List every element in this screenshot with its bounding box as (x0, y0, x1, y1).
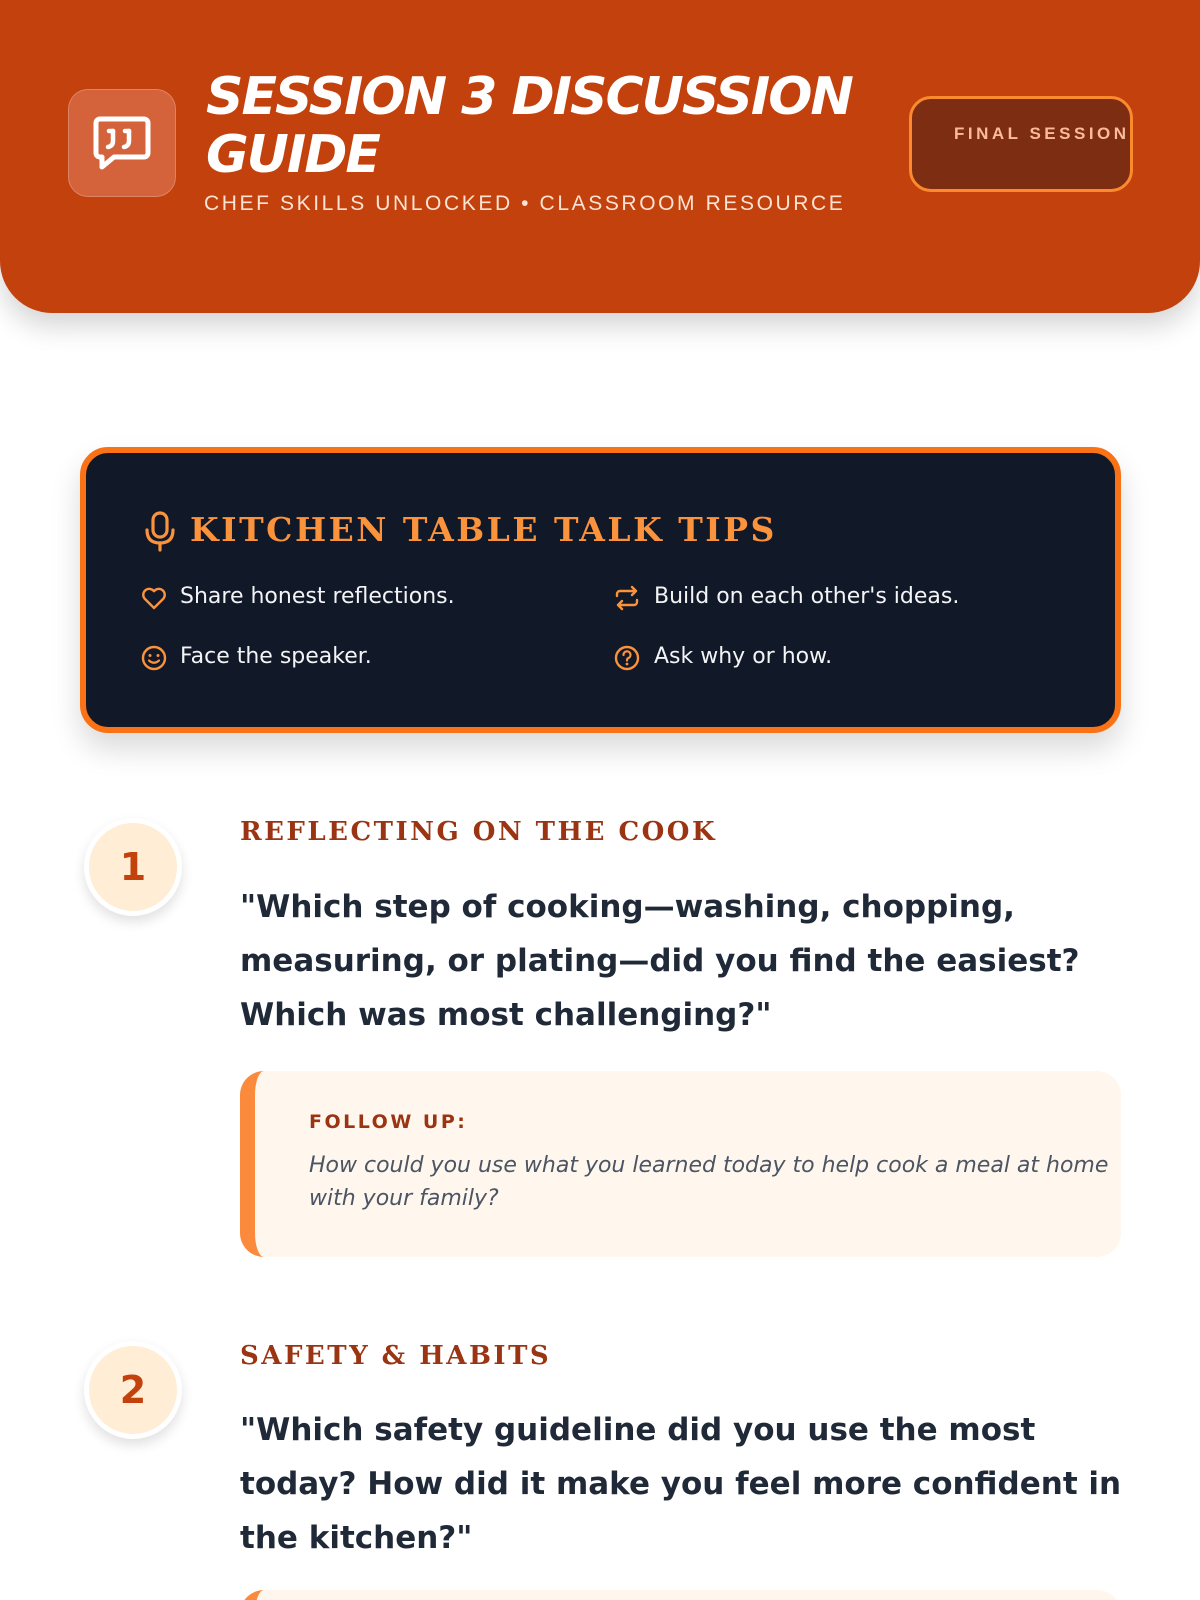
heart-icon (140, 584, 168, 612)
followup-box (240, 1590, 1121, 1600)
page-subtitle: CHEF SKILLS UNLOCKED • CLASSROOM RESOURCE (204, 192, 846, 215)
question-1-text: "Which step of cooking—washing, chopping, measuring, or plating—did you find the easiest? Which was most challenging?" (240, 889, 1080, 1033)
page-title: SESSION 3 DISCUSSION GUIDE (206, 67, 852, 185)
smiley-icon (140, 644, 168, 672)
quote-bubble-icon (90, 111, 154, 175)
followup-box (240, 1071, 1121, 1257)
microphone-icon (142, 510, 178, 552)
followup-text: How could you use what you learned today to help cook a meal at home with your family? (309, 1153, 1109, 1211)
tips-title: KITCHEN TABLE TALK TIPS (190, 510, 777, 549)
final-session-badge: FINAL SESSION (909, 96, 1133, 192)
question-number-1: 1 (84, 818, 182, 916)
logo-badge (68, 89, 176, 197)
question-2-text: "Which safety guideline did you use the most today? How did it make you feel more confident in the kitchen?" (240, 1412, 1122, 1556)
tip-item: Ask why or how. (654, 644, 833, 669)
followup-label: FOLLOW UP: (309, 1111, 468, 1133)
question-number-2: 2 (84, 1341, 182, 1439)
repeat-arrows-icon (613, 584, 641, 612)
question-circle-icon (613, 644, 641, 672)
tip-item: Face the speaker. (180, 644, 372, 669)
question-1-label: REFLECTING ON THE COOK (240, 817, 718, 847)
tip-item: Share honest reflections. (180, 584, 455, 609)
tip-item: Build on each other's ideas. (654, 584, 960, 609)
question-2-label: SAFETY & HABITS (240, 1341, 552, 1371)
page-header (0, 0, 1200, 313)
